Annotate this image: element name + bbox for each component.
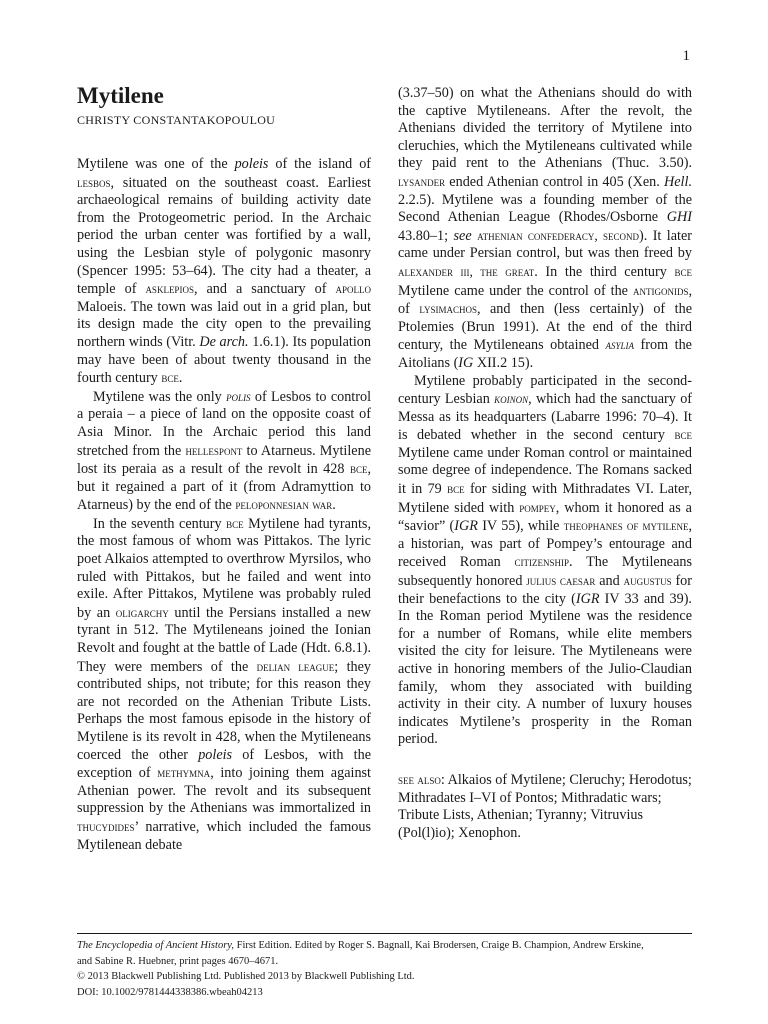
text-run: , which had the sanctuary of Messa as its headquarters (Labarre 1996: 70–4). It is debated whether in the second century bbox=[398, 391, 693, 444]
text-run: from the Aitolians ( bbox=[398, 337, 692, 371]
text-run: IV 33 and 39). In the Roman period Mytilene was the residence for a number of Romans, while elite members visited the city for leisure. The Mytileneans were active in honoring members of the Julio-Claudian family, whom they associated with building activity in their city. A number of luxury houses indicates Mytilene’s prosperity in the Roman period. bbox=[398, 590, 692, 748]
footer-citation-rest: First Edition. Edited by Roger S. Bagnall, Kai Brodersen, Craige B. Champion, Andrew Erskine, bbox=[233, 940, 644, 951]
text-run: Mytilene probably participated in the second-century Lesbian bbox=[398, 372, 692, 408]
cross-reference: julius caesar bbox=[526, 573, 596, 589]
cross-reference: hellespont bbox=[185, 442, 243, 458]
text-run: IV 55), while bbox=[477, 518, 564, 535]
right-column-paragraphs bbox=[398, 85, 692, 749]
text-run: XII.2 15). bbox=[473, 354, 534, 371]
text-run: of Lesbos, with the exception of bbox=[77, 746, 371, 782]
body-paragraph bbox=[77, 515, 371, 854]
cross-reference: bce bbox=[447, 481, 465, 497]
body-paragraph bbox=[398, 85, 692, 373]
cross-reference: polis bbox=[226, 388, 251, 404]
italic-text: GHI bbox=[666, 209, 692, 226]
page-number: 1 bbox=[682, 48, 690, 64]
cross-reference: apollo bbox=[335, 281, 371, 297]
cross-reference: citizenship bbox=[514, 554, 570, 570]
footer-citation-line-1 bbox=[77, 938, 692, 954]
see-also-label: see also bbox=[398, 771, 441, 787]
cross-reference: delian league bbox=[256, 658, 335, 674]
text-run: , situated on the southeast coast. Earliest archaeological remains of building activity date from the Protogeometric period. In the Archaic period the urban center was fortified by a wall, using the Lesbian style of polygonic masonry (Spencer 1995: 53–64). The city had a theater, a temple of bbox=[77, 174, 371, 298]
cross-reference: asylia bbox=[605, 337, 635, 353]
italic-text: IGR bbox=[575, 590, 600, 607]
text-run: ’ narrative, which included the famous Mytilenean debate bbox=[77, 818, 371, 853]
text-run: for their benefactions to the city ( bbox=[398, 573, 692, 607]
text-run: , a historian, was part of Pompey’s entourage and received Roman bbox=[398, 518, 692, 571]
text-run: to Atarneus. Mytilene lost its peraia as a result of the revolt in 428 bbox=[77, 442, 371, 478]
text-run: 1.6.1). Its population may have been of about twenty thousand in the fourth century bbox=[77, 333, 371, 387]
cross-reference: asklepios bbox=[145, 281, 194, 297]
text-run: Mytilene came under Roman control or maintained some degree of independence. The Romans sacked it in 79 bbox=[398, 444, 692, 498]
footer-doi: DOI: 10.1002/9781444338386.wbeah04213 bbox=[77, 986, 263, 998]
italic-text: poleis bbox=[234, 156, 269, 172]
text-run: , and a sanctuary of bbox=[193, 281, 336, 298]
text-run: . bbox=[178, 370, 183, 387]
italic-text: poleis bbox=[198, 746, 233, 763]
cross-reference: antigonids bbox=[632, 282, 689, 298]
cross-reference: bce bbox=[674, 427, 692, 443]
text-run: ). It later came under Persian control, but was then freed by bbox=[398, 227, 693, 262]
right-column bbox=[398, 85, 692, 842]
text-run: ended Athenian control in 405 (Xen. bbox=[445, 173, 665, 190]
cross-reference: thucydides bbox=[77, 818, 135, 834]
text-run: . bbox=[332, 497, 336, 514]
italic-text: De arch. bbox=[199, 333, 249, 350]
text-run: In the seventh century bbox=[93, 515, 227, 532]
cross-reference: augustus bbox=[623, 573, 672, 589]
cross-reference: bce bbox=[226, 515, 244, 531]
cross-reference: peloponnesian war bbox=[235, 497, 333, 513]
text-run: 43.80–1; bbox=[398, 227, 454, 244]
text-run: of the island of bbox=[268, 156, 372, 172]
text-run: , into joining them against Athenian power. The revolt and its subsequent suppression by the Athenians was immortalized in bbox=[77, 765, 371, 817]
cross-reference: theophanes of mytilene bbox=[563, 518, 689, 534]
text-run: (3.37–50) on what the Athenians should do with the captive Mytileneans. After the revolt, the Athenians divided the territory of Mytilene into cleruchies, which the Mytileneans cultivated while they paid rent to the Athenians (Thuc. 3.50). bbox=[398, 85, 692, 172]
text-run: , of bbox=[398, 282, 692, 318]
text-run: Mytilene came under the control of the bbox=[398, 282, 633, 299]
footer-citation-line-2: and Sabine R. Huebner, print pages 4670–4671. bbox=[77, 955, 279, 967]
cross-reference: lesbos bbox=[77, 174, 111, 190]
text-run: 2.2.5). Mytilene was a founding member of the Second Athenian League (Rhodes/Osborne bbox=[398, 191, 692, 226]
cross-reference: lysimachos bbox=[419, 301, 477, 317]
text-run: until the Persians installed a new tyrant in 512. The Mytileneans joined the Ionian Revolt and fought at the battle of Lade (Hdt. 6.8.1). They were members of the bbox=[77, 604, 371, 675]
text-run: for siding with Mithradates VI. Later, Mytilene sided with bbox=[398, 481, 692, 516]
text-run: , but it regained a part of it (from Adramyttion to Atarneus) by the end of the bbox=[77, 461, 371, 514]
cross-reference: oligarchy bbox=[115, 604, 169, 620]
article-author: CHRISTY CONSTANTAKOPOULOU bbox=[77, 113, 276, 127]
cross-reference: pompey bbox=[519, 499, 556, 515]
text-run: and bbox=[595, 573, 624, 590]
text-run: . In the third century bbox=[534, 263, 675, 280]
see-also bbox=[398, 771, 692, 842]
footer bbox=[77, 938, 692, 1000]
cross-reference: lysander bbox=[398, 173, 446, 189]
text-run: of Lesbos to control a peraia – a piece of land on the opposite coast of Asia Minor. In the Archaic period this land stretched from the bbox=[77, 388, 372, 459]
footer-rule bbox=[77, 933, 692, 934]
italic-text: IGR bbox=[454, 518, 478, 535]
body-paragraph bbox=[398, 373, 692, 749]
cross-reference: methymna bbox=[157, 765, 211, 781]
text-run: Mytilene was one of the bbox=[77, 156, 235, 172]
footer-copyright: © 2013 Blackwell Publishing Ltd. Published 2013 by Blackwell Publishing Ltd. bbox=[77, 971, 415, 982]
text-run: Maloeis. The town was laid out in a grid plan, but its design made the city open to the prevailing northern winds (Vitr. bbox=[77, 298, 371, 350]
left-column bbox=[77, 156, 371, 854]
text-run: Mytilene had tyrants, the most famous of whom was Pittakos. The lyric poet Alkaios attempted to overthrow Myrsilos, who ruled with Pittakos, but he failed and went into exile. After Pittakos, Mytilene was probably ruled by an bbox=[77, 515, 371, 621]
cross-reference: koinon bbox=[494, 391, 529, 407]
cross-reference: bce bbox=[674, 263, 692, 279]
text-run: . The Mytileneans subsequently honored bbox=[398, 554, 693, 590]
body-paragraph bbox=[77, 156, 371, 388]
article-title: Mytilene bbox=[77, 83, 164, 108]
text-run: , whom it honored as a “savior” ( bbox=[398, 499, 692, 535]
cross-reference: bce bbox=[349, 461, 368, 477]
italic-text: see bbox=[453, 227, 472, 244]
cross-reference: bce bbox=[161, 370, 179, 386]
text-run: ; they contributed ships, not tribute; for this reason they are not recorded on the Athenian Tribute Lists. Perhaps the most famous episode in the history of Mytilene is its revolt in 428, when the Mytileneans coerced the other bbox=[77, 658, 371, 763]
cross-reference: alexander iii, the great bbox=[398, 263, 535, 279]
see-also-text: : Alkaios of Mytilene; Cleruchy; Herodotus; Mithradates I–VI of Pontos; Mithradatic wars; Tribute Lists, Athenian; Tyranny; Vitruvius (Pol(l)io); Xenophon. bbox=[398, 771, 692, 841]
italic-text: Hell. bbox=[664, 173, 692, 190]
encyclopedia-title: The Encyclopedia of Ancient History, bbox=[77, 940, 234, 951]
body-paragraph bbox=[77, 388, 371, 515]
text-run: , and then (less certainly) of the Ptolemies (Brun 1991). At the end of the third century, the Mytileneans obtained bbox=[398, 301, 693, 354]
italic-text: IG bbox=[458, 354, 474, 371]
text-run: Mytilene was the only bbox=[93, 388, 227, 405]
cross-reference: athenian confederacy, second bbox=[477, 227, 639, 243]
